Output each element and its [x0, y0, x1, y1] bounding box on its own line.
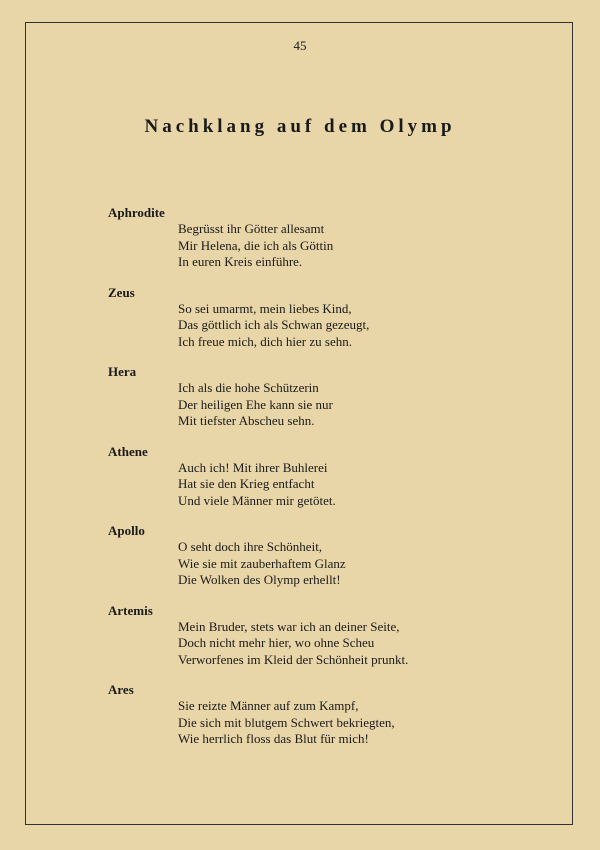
verse-line: Die sich mit blutgem Schwert bekriegten, — [178, 714, 395, 730]
speaker-name: Ares — [108, 682, 134, 697]
verse-line: Begrüsst ihr Götter allesamt — [178, 221, 325, 236]
speaker-name: Artemis — [108, 602, 153, 618]
verse-line: Ich freue mich, dich hier zu sehn. — [178, 333, 352, 349]
verse-lines — [108, 380, 548, 430]
verse-line: O seht doch ihre Schönheit, — [178, 539, 323, 554]
poem-body — [108, 205, 548, 762]
page-number: 45 — [293, 38, 307, 53]
stanza-athene — [108, 444, 548, 510]
stanza-ares — [108, 682, 548, 748]
speaker-name: Hera — [108, 364, 137, 379]
verse-line: Die Wolken des Olymp erhellt! — [178, 572, 341, 587]
verse-line: Das göttlich ich als Schwan gezeugt, — [178, 317, 370, 332]
page-title: Nachklang auf dem Olymp — [144, 116, 456, 137]
verse-line: Ich als die hohe Schützerin — [178, 380, 319, 395]
verse-lines — [108, 698, 548, 748]
speaker-name: Aphrodite — [108, 205, 165, 220]
verse-line: In euren Kreis einführe. — [178, 254, 303, 269]
verse-line: Und viele Männer mir getötet. — [178, 492, 336, 508]
verse-lines — [108, 619, 548, 669]
verse-line: Wie sie mit zauberhaftem Glanz — [178, 555, 346, 571]
verse-line: Hat sie den Krieg entfacht — [178, 476, 315, 491]
verse-lines — [108, 460, 548, 510]
speaker-name: Athene — [108, 443, 148, 459]
verse-lines — [108, 221, 548, 271]
speaker-name: Apollo — [108, 523, 145, 538]
verse-line: Wie herrlich floss das Blut für mich! — [178, 731, 369, 746]
stanza-apollo — [108, 523, 548, 589]
speaker-name: Zeus — [108, 284, 135, 300]
stanza-artemis — [108, 603, 548, 669]
stanza-aphrodite — [108, 205, 548, 271]
verse-line: Mir Helena, die ich als Göttin — [178, 237, 334, 253]
verse-line: Verworfenes im Kleid der Schönheit prunkt. — [178, 651, 409, 667]
verse-line: Doch nicht mehr hier, wo ohne Scheu — [178, 635, 375, 650]
verse-line: Der heiligen Ehe kann sie nur — [178, 396, 333, 412]
verse-line: Mit tiefster Abscheu sehn. — [178, 413, 315, 428]
verse-lines — [108, 539, 548, 589]
verse-line: Sie reizte Männer auf zum Kampf, — [178, 698, 359, 713]
verse-line: So sei umarmt, mein liebes Kind, — [178, 300, 352, 316]
stanza-zeus — [108, 285, 548, 351]
verse-line: Mein Bruder, stets war ich an deiner Seite, — [178, 618, 400, 634]
verse-lines — [108, 301, 548, 351]
verse-line: Auch ich! Mit ihrer Buhlerei — [178, 459, 328, 475]
stanza-hera — [108, 364, 548, 430]
